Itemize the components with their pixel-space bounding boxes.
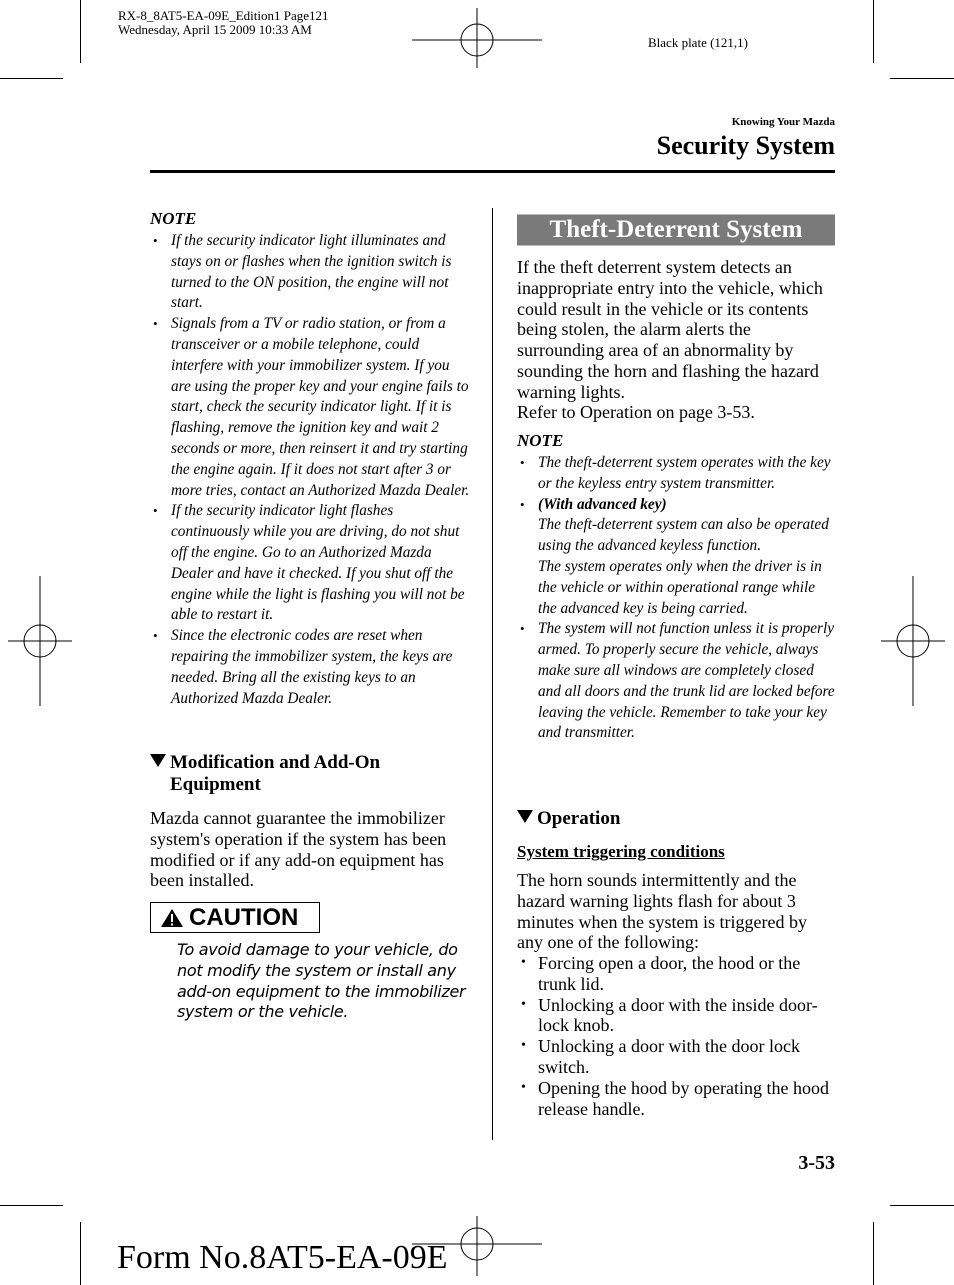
modification-body: Mazda cannot guarantee the immobilizer system's operation if the system has been modified or if any add-on equipment has been installed.	[150, 808, 447, 891]
list-item: • Unlocking a door with the door lock switch.	[517, 1036, 835, 1078]
column-divider	[492, 208, 493, 1140]
section-label: Knowing Your Mazda	[731, 116, 835, 128]
warning-icon	[160, 908, 184, 928]
list-item: • Forcing open a door, the hood or the trunk lid.	[517, 953, 835, 995]
registration-mark-left	[8, 576, 72, 706]
crop-mark	[890, 1205, 954, 1206]
caution-label: CAUTION	[189, 904, 299, 931]
caution-box	[150, 902, 320, 933]
modification-heading-text: Modification and Add-On Equipment	[170, 752, 381, 795]
list-item: • Unlocking a door with the inside door-lock knob.	[517, 995, 835, 1037]
modification-heading	[150, 752, 450, 796]
plate-label: Black plate (121,1)	[648, 35, 748, 50]
note-title: NOTE	[150, 209, 197, 228]
triangle-down-icon	[517, 810, 533, 823]
conditions-list	[517, 953, 835, 1119]
form-number: Form No.8AT5-EA-09E	[117, 1239, 448, 1276]
print-date-line: Wednesday, April 15 2009 10:33 AM	[118, 22, 312, 37]
advanced-key-paragraph: The system operates only when the driver is in the vehicle or within operational range while the advanced key is being carried.	[538, 557, 822, 617]
list-item: • The theft-deterrent system operates with the key or the keyless entry system transmitter.	[517, 453, 837, 495]
conditions-intro: The horn sounds intermittently and the hazard warning lights flash for about 3 minutes when the system is triggered by any one of the following:	[517, 870, 807, 953]
list-item	[517, 495, 837, 620]
list-item: • If the security indicator light flashes continuously while you are driving, do not shut off the engine. Go to an Authorized Mazda Dealer and have it checked. If you shut off the engine while the light is flashing you will not be able to restart it.	[150, 501, 472, 626]
header-rule	[150, 170, 835, 173]
left-column	[150, 209, 472, 709]
operation-heading-text: Operation	[537, 808, 621, 829]
page-number: 3-53	[798, 1152, 835, 1174]
list-item: • The system will not function unless it is properly armed. To properly secure the vehicle, always make sure all windows are completely closed and all doors and the trunk lid are locked before leaving the vehicle. Remember to take your key and transmitter.	[517, 619, 837, 744]
registration-mark-top	[412, 8, 542, 68]
operation-heading	[517, 808, 817, 830]
theft-deterrent-banner: Theft-Deterrent System	[517, 214, 835, 246]
advanced-key-paragraph: The theft-deterrent system can also be operated using the advanced keyless function.	[538, 516, 829, 555]
caution-text: To avoid damage to your vehicle, do not modify the system or install any add-on equipment to the immobilizer system or the vehicle.	[177, 940, 466, 1022]
note-title: NOTE	[517, 431, 564, 450]
list-item: • If the security indicator light illuminates and stays on or flashes when the ignition switch is turned to the ON position, the engine will not start.	[150, 231, 472, 314]
crop-mark	[873, 1222, 874, 1285]
refer-text: Refer to Operation on page 3-53.	[517, 402, 755, 422]
intro-paragraph: If the theft deterrent system detects an inappropriate entry into the vehicle, which could result in the vehicle or its contents being stolen, the alarm alerts the surrounding area of an abnormality by sounding the horn and flashing the hazard warning lights.	[517, 257, 823, 402]
print-job-line: RX-8_8AT5-EA-09E_Edition1 Page121	[118, 8, 329, 23]
advanced-key-lead: (With advanced key)	[538, 495, 667, 513]
registration-mark-right	[881, 576, 945, 706]
crop-mark	[890, 78, 954, 79]
list-item: • Opening the hood by operating the hood release handle.	[517, 1078, 835, 1120]
crop-mark	[0, 78, 63, 79]
crop-mark	[80, 1222, 81, 1285]
triangle-down-icon	[150, 754, 166, 767]
right-note	[517, 431, 837, 744]
crop-mark	[80, 0, 81, 63]
section-title: Security System	[656, 131, 835, 160]
note-list	[517, 453, 837, 744]
note-list	[150, 231, 472, 709]
crop-mark	[0, 1205, 63, 1206]
conditions-heading: System triggering conditions	[517, 842, 725, 861]
crop-mark	[873, 0, 874, 63]
list-item: • Signals from a TV or radio station, or from a transceiver or a mobile telephone, could interfere with your immobilizer system. If you are using the proper key and your engine fails to start, check the security indicator light. If it is flashing, remove the ignition key and wait 2 seconds or more, then reinsert it and try starting the engine again. If it does not start after 3 or more tries, contact an Authorized Mazda Dealer.	[150, 314, 472, 501]
list-item: • Since the electronic codes are reset when repairing the immobilizer system, the keys are needed. Bring all the existing keys to an Authorized Mazda Dealer.	[150, 626, 472, 709]
